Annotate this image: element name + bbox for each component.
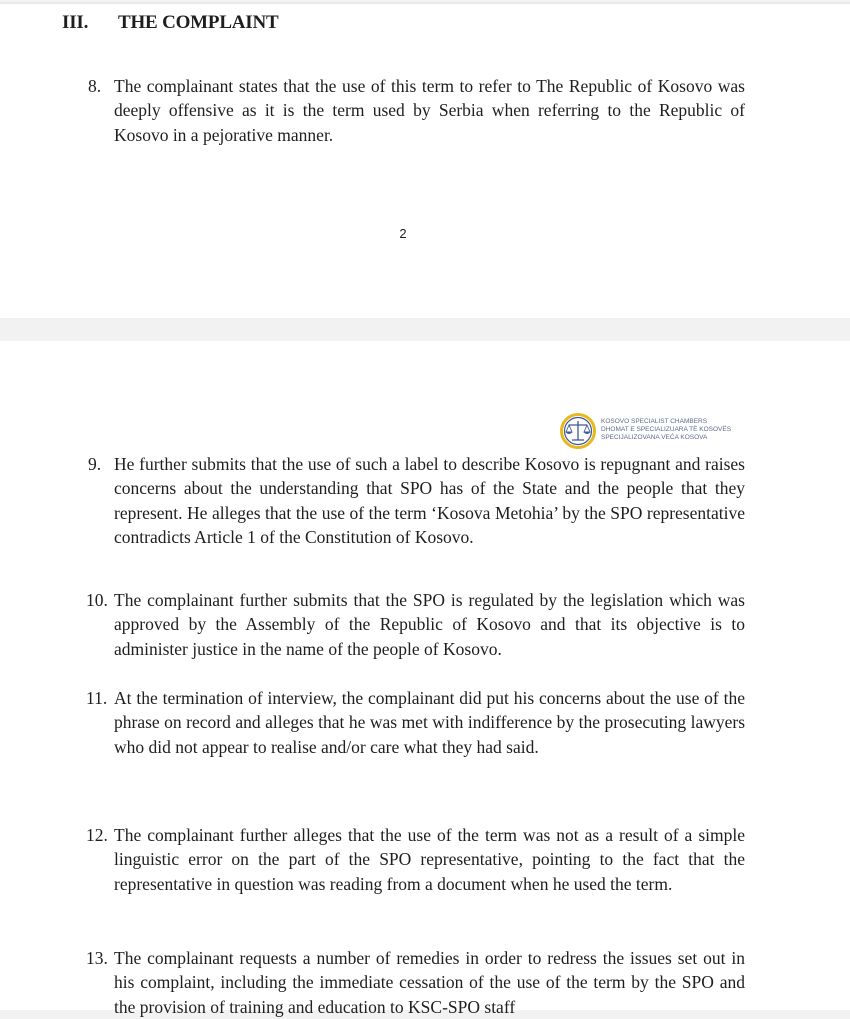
paragraph-text: The complainant requests a number of remedies in order to redress the issues set out in his complaint, including the immediate cessation of the use of the term by the SPO and the provision of training and education to KSC-SPO staff xyxy=(114,948,745,1017)
section-number: III. xyxy=(62,12,89,33)
section-title: THE COMPLAINT xyxy=(118,12,279,33)
paragraph-number: 9. xyxy=(88,454,102,474)
page-top-border xyxy=(0,2,850,4)
logo-text xyxy=(601,418,731,442)
logo-line-sq: DHOMAT E SPECIALIZUARA TË KOSOVËS xyxy=(601,426,732,433)
paragraph-12 xyxy=(88,823,745,896)
paragraph-text: At the termination of interview, the complainant did put his concerns about the use of the phrase on record and alleges that he was met with indifference by the prosecuting lawyers who did not appear to realise and/or care what they had said. xyxy=(114,688,745,757)
paragraph-text: The complainant further alleges that the use of the term was not as a result of a simple linguistic error on the part of the SPO representative, pointing to the fact that the representative in question was reading from a document when he used the term. xyxy=(114,825,745,894)
paragraph-text: The complainant further submits that the SPO is regulated by the legislation which was approved by the Assembly of the Republic of Kosovo and that its objective is to administer justice in the name of the people of Kosovo. xyxy=(114,590,745,659)
ksc-logo xyxy=(560,413,750,449)
paragraph-10 xyxy=(88,588,745,661)
paragraph-text: He further submits that the use of such a label to describe Kosovo is repugnant and raises concerns about the understanding that SPO has of the State and the people that they represent. He alleges that the use of the term ‘Kosova Metohia’ by the SPO representative contradicts Article 1 of the Constitution of Kosovo. xyxy=(114,454,745,548)
document-page-2 xyxy=(0,2,850,318)
paragraph-number: 8. xyxy=(88,76,102,96)
paragraph-11 xyxy=(88,686,745,759)
logo-line-en: KOSOVO SPECIALIST CHAMBERS xyxy=(601,418,708,425)
paragraph-9 xyxy=(88,452,745,550)
paragraph-13 xyxy=(88,946,745,1019)
document-page-3 xyxy=(0,341,850,1017)
paragraph-number: 10. xyxy=(86,590,108,610)
paragraph-number: 11. xyxy=(86,688,108,708)
logo-line-sr: SPECIJALIZOVANA VEĆA KOSOVA xyxy=(601,434,708,441)
scales-of-justice-icon xyxy=(560,413,598,449)
paragraph-number: 12. xyxy=(86,825,108,845)
paragraph-number: 13. xyxy=(86,948,108,968)
section-heading xyxy=(62,12,279,34)
paragraph-8 xyxy=(88,74,745,147)
page-number: 2 xyxy=(399,226,407,241)
paragraph-text: The complainant states that the use of this term to refer to The Republic of Kosovo was deeply offensive as it is the term used by Serbia when referring to the Republic of Kosovo in a pejorative manner. xyxy=(114,76,745,145)
